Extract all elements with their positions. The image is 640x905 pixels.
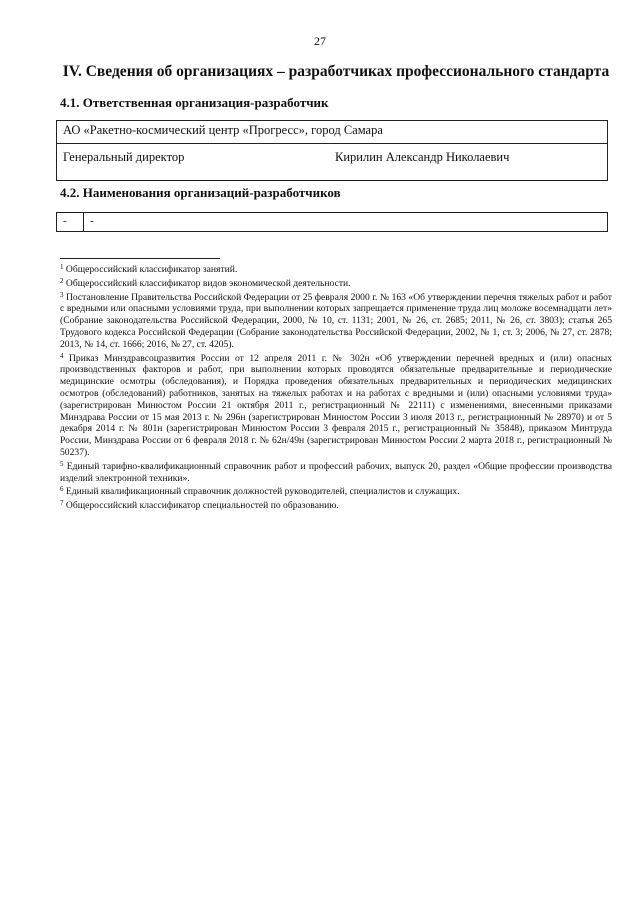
footnote-separator <box>60 258 220 259</box>
footnote <box>60 276 612 290</box>
developers-table <box>56 212 608 232</box>
footnote-text: Общероссийский классификатор специальностей по образованию. <box>65 500 339 512</box>
footnote-number: 1 <box>60 263 64 271</box>
footnote-number: 2 <box>60 276 64 285</box>
section-title: IV. Сведения об организациях – разработчиках профессионального стандарта <box>62 63 610 80</box>
table-cell: - <box>57 213 84 232</box>
footnote <box>60 498 612 512</box>
page-number: 27 <box>314 34 326 48</box>
footnote-number: 5 <box>60 459 64 468</box>
responsible-org-table <box>56 120 608 181</box>
table-cell: - <box>84 213 608 232</box>
footnote <box>60 351 612 459</box>
footnote-text: Общероссийский классификатор видов экономической деятельности. <box>65 277 351 289</box>
footnote <box>60 262 612 276</box>
responsible-org-heading: 4.1. Ответственная организация-разработчик <box>60 95 329 110</box>
footnote <box>60 290 612 351</box>
person-cell: Кирилин Александр Николаевич <box>329 144 608 181</box>
footnote-text: Единый тарифно-квалификационный справочник работ и профессий рабочих, выпуск 20, раздел «Общие профессии производства изделий электронной техники». <box>60 460 612 484</box>
footnote <box>60 459 612 485</box>
table-row <box>57 121 608 144</box>
position-cell: Генеральный директор <box>57 144 330 181</box>
developers-heading: 4.2. Наименования организаций-разработчиков <box>60 185 341 200</box>
footnote-text: Общероссийский классификатор занятий. <box>65 264 238 275</box>
org-name-cell: АО «Ракетно-космический центр «Прогресс», город Самара <box>57 121 608 144</box>
footnote-text: Постановление Правительства Российской Федерации от 25 февраля 2000 г. № 163 «Об утверждении перечня тяжелых работ и работ с вредными или опасными условиями труда, при выполнении которых запрещается применение труда лиц моложе восемнадцати лет» (Собрание законодательства Российской Федерации, 2000, № 10, ст. 1131; 2001, № 26, ст. 2685; 2011, № 26, ст. 3803); статья 265 Трудового кодекса Российской Федерации (Собрание законодательства Российской Федерации, 2002, № 1, ст. 3; 2006, № 27, ст. 2878; 2013, № 14, ст. 1666; 2016, № 27, ст. 4205). <box>60 291 612 350</box>
table-row <box>57 144 608 181</box>
footnote-number: 4 <box>60 351 64 360</box>
footnote <box>60 484 612 498</box>
footnote-number: 3 <box>60 290 64 299</box>
footnote-number: 7 <box>60 499 64 508</box>
footnotes <box>60 262 612 512</box>
footnote-number: 6 <box>60 485 64 494</box>
footnote-text: Единый квалификационный справочник должностей руководителей, специалистов и служащих. <box>65 486 460 498</box>
table-row <box>57 213 608 232</box>
footnote-text: Приказ Минздравсоцразвития России от 12 апреля 2011 г. № 302н «Об утверждении перечней вредных и (или) опасных производственных факторов и работ, при выполнении которых проводятся обязательные предварительные и периодические медицинские осмотры (обследования), и Порядка проведения обязательных предварительных и периодических медицинских осмотров (обследований) работников, занятых на тяжелых работах и на работах с вредными и (или) опасными условиями труда» (зарегистрирован Минюстом России 21 октября 2011 г., регистрационный № 22111) с изменениями, внесенными приказами Минздрава России от 15 мая 2013 г. № 296н (зарегистрирован Минюстом России 3 июля 2013 г., регистрационный № 28970) и от 5 декабря 2014 г. № 801н (зарегистрирован Минюстом России 3 февраля 2015 г., регистрационный № 35848), приказом Минтруда России, Минздрава России от 6 февраля 2018 г. № 62н/49н (зарегистрирован Минюстом России 2 марта 2018 г., регистрационный № 50237). <box>60 352 612 458</box>
